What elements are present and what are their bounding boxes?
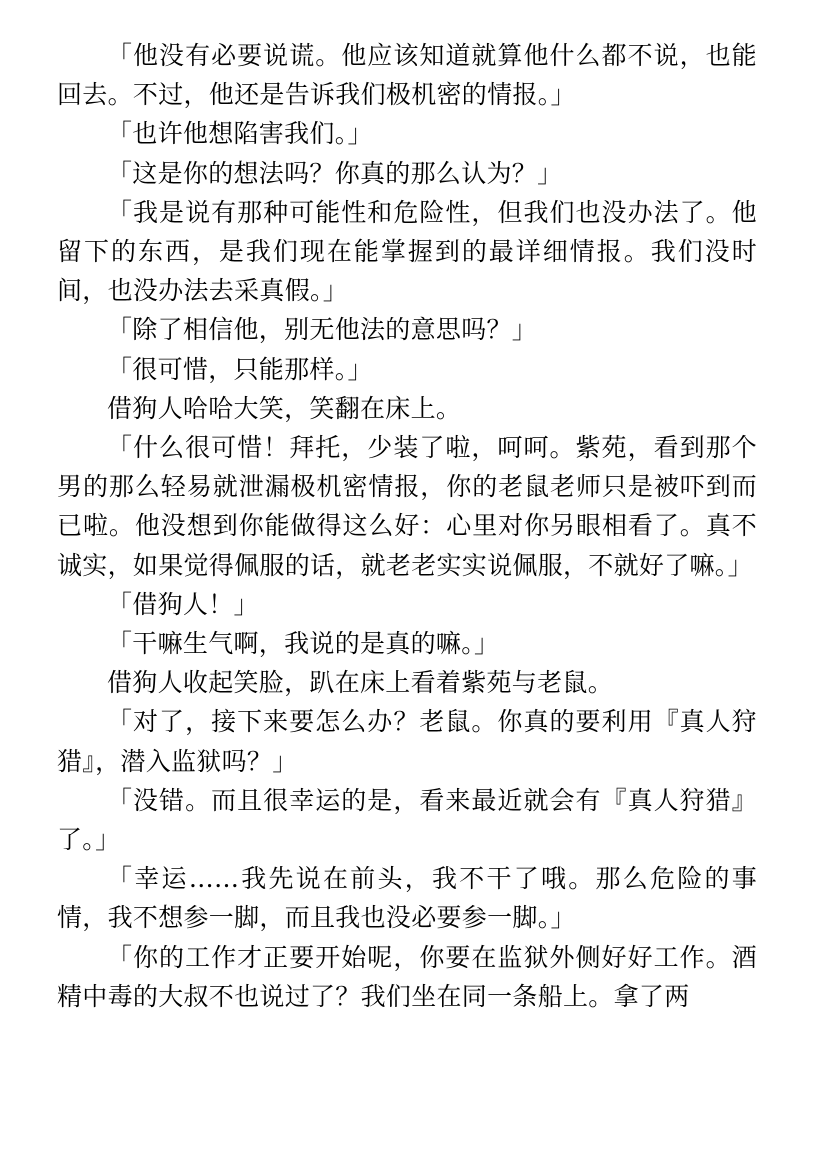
paragraph-6: 「很可惜，只能那样。」: [107, 354, 373, 384]
paragraph-15: 「你的工作才正要开始呢，你要在监狱外侧好好工作。酒精中毒的大叔不也说过了？我们坐在同一条船上。拿了两: [57, 942, 757, 1011]
paragraph-1: 「他没有必要说谎。他应该知道就算他什么都不说，也能回去。不过，他还是告诉我们极机密的情报。」: [57, 41, 757, 110]
paragraph-11: 借狗人收起笑脸，趴在床上看着紫苑与老鼠。: [107, 668, 614, 698]
paragraph-14: 「幸运……我先说在前头，我不干了哦。那么危险的事情，我不想参一脚，而且我也没必要参一脚。」: [57, 864, 757, 933]
paragraph-8: 「什么很可惜！拜托，少装了啦，呵呵。紫苑，看到那个男的那么轻易就泄漏极机密情报，你的老鼠老师只是被吓到而已啦。他没想到你能做得这么好：心里对你另眼相看了。真不诚实，如果觉得佩服的话，就老老实实说佩服，不就好了嘛。」: [57, 433, 757, 580]
paragraph-2: 「也许他想陷害我们。」: [107, 119, 373, 149]
paragraph-5: 「除了相信他，别无他法的意思吗？」: [107, 315, 538, 345]
document-page: [57, 36, 757, 1016]
paragraph-4: 「我是说有那种可能性和危险性，但我们也没办法了。他留下的东西，是我们现在能掌握到的最详细情报。我们没时间，也没办法去采真假。」: [57, 197, 757, 306]
paragraph-9: 「借狗人！」: [107, 589, 259, 619]
paragraph-10: 「干嘛生气啊，我说的是真的嘛。」: [107, 629, 500, 659]
paragraph-7: 借狗人哈哈大笑，笑翻在床上。: [107, 393, 462, 423]
paragraph-3: 「这是你的想法吗？你真的那么认为？」: [107, 158, 563, 188]
paragraph-12: 「对了，接下来要怎么办？老鼠。你真的要利用『真人狩猎』，潜入监狱吗？」: [57, 707, 757, 776]
paragraph-13: 「没错。而且很幸运的是，看来最近就会有『真人狩猎』了。」: [57, 785, 757, 855]
